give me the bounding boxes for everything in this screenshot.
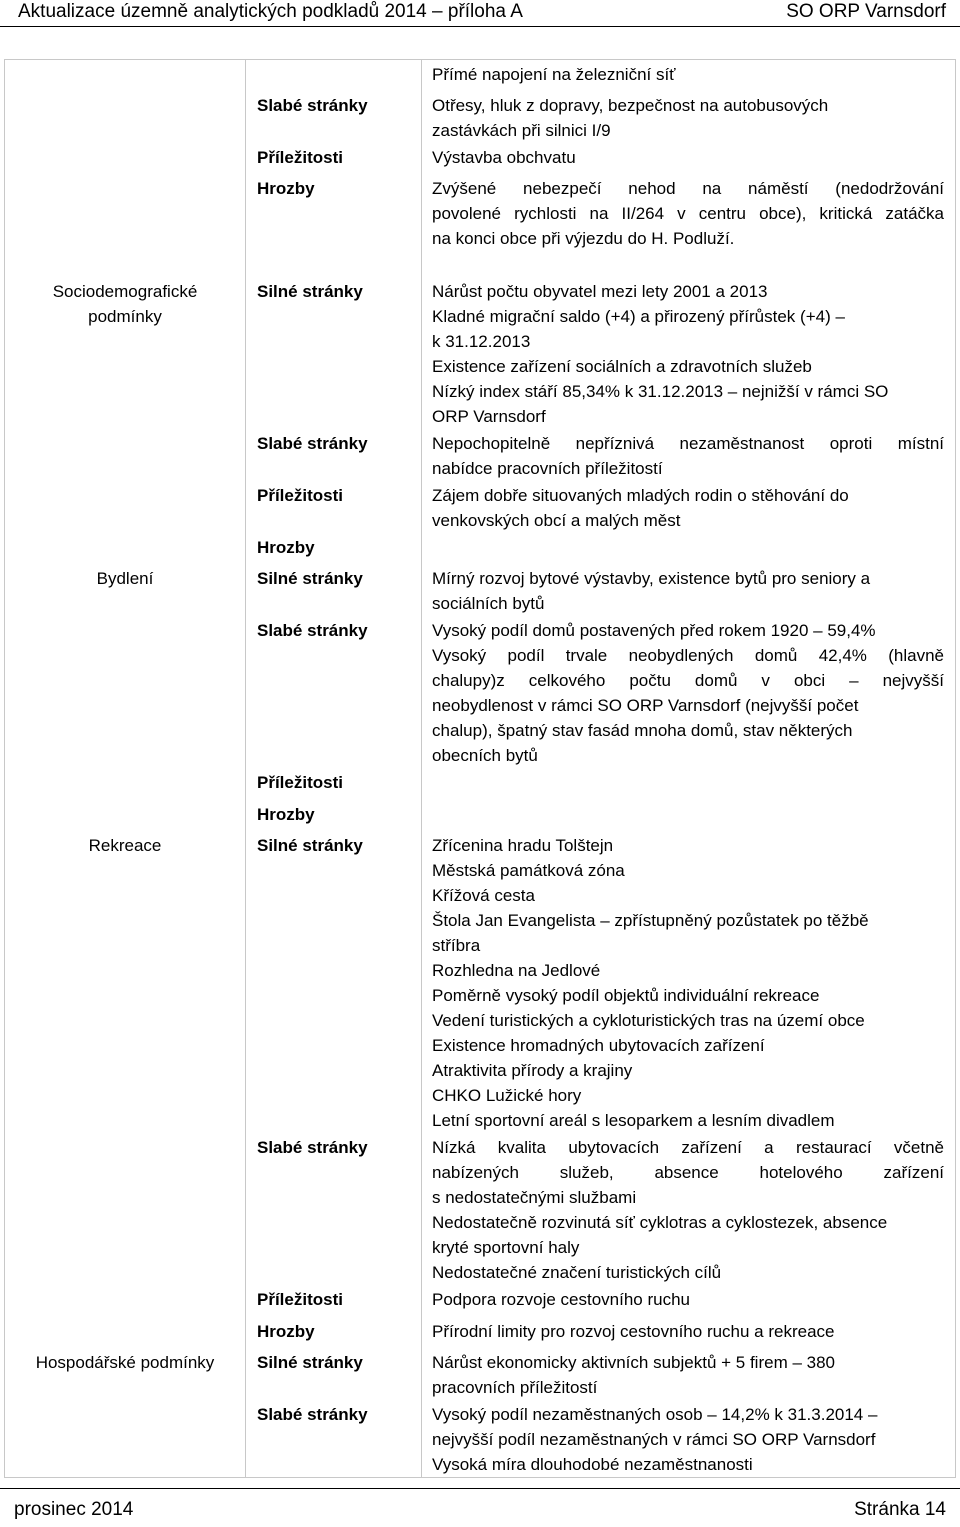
cell-line: ORP Varnsdorf [432, 407, 546, 426]
cell-line: CHKO Lužické hory [432, 1086, 582, 1105]
cell-line: Nepochopitelně nepříznivá nezaměstnanost oproti místní [432, 434, 944, 453]
cell-line: Městská památková zóna [432, 861, 625, 880]
cell-line: Zvýšené nebezpečí nehod na náměstí (nedodržování [432, 179, 944, 198]
category-label: Rekreace [88, 836, 162, 855]
swot-label: Příležitosti [257, 486, 343, 505]
page-number: Stránka 14 [854, 1499, 946, 1520]
cell-line: obecních bytů [432, 746, 538, 765]
cell-line: zastávkách při silnici I/9 [432, 121, 611, 140]
category-label [5, 279, 245, 329]
cell-line: nejvyšší podíl nezaměstnaných v rámci SO ORP Varnsdorf [432, 1430, 876, 1449]
cell-line: Vysoký podíl domů postavených před rokem 1920 – 59,4% [432, 621, 876, 640]
cell-line: Kladné migrační saldo (+4) a přirozený přírůstek (+4) – [432, 307, 845, 326]
cell-line: Existence hromadných ubytovacích zařízení [432, 1036, 765, 1055]
column-divider [421, 59, 422, 1478]
cell-line: Existence zařízení sociálních a zdravotních služeb [432, 357, 812, 376]
cell-line: Poměrně vysoký podíl objektů individuální rekreace [432, 986, 820, 1005]
content-cell [432, 1402, 944, 1477]
cell-line: Vedení turistických a cykloturistických tras na území obce [432, 1011, 865, 1030]
cell-line: Štola Jan Evangelista – zpřístupněný pozůstatek po těžbě [432, 911, 869, 930]
cell-line: Rozhledna na Jedlové [432, 961, 601, 980]
page-footer [0, 1488, 960, 1524]
page-header [0, 0, 960, 27]
content-cell [432, 279, 944, 429]
swot-label: Slabé stránky [257, 621, 368, 640]
cell-line: Letní sportovní areál s lesoparkem a lesním divadlem [432, 1111, 835, 1130]
cell-line: Podpora rozvoje cestovního ruchu [432, 1290, 690, 1309]
cell-line: Vysoký podíl trvale neobydlených domů 42,4% (hlavně [432, 646, 944, 665]
cell-line: stříbra [432, 936, 481, 955]
cell-line: Přírodní limity pro rozvoj cestovního ruchu a rekreace [432, 1322, 835, 1341]
cell-line: Výstavba obchvatu [432, 148, 576, 167]
swot-label: Slabé stránky [257, 434, 368, 453]
swot-label: Příležitosti [257, 773, 343, 792]
swot-label: Silné stránky [257, 569, 363, 588]
content-cell [432, 176, 944, 251]
content-cell [432, 1287, 944, 1312]
footer-date: prosinec 2014 [14, 1499, 134, 1520]
column-divider [245, 59, 246, 1478]
cell-line: chalupy)z celkového počtu domů v obci – nejvyšší [432, 671, 944, 690]
content-cell [432, 431, 944, 481]
content-cell [432, 566, 944, 616]
cell-line: pracovních příležitostí [432, 1378, 598, 1397]
cell-line: Křížová cesta [432, 886, 535, 905]
cell-line: k 31.12.2013 [432, 332, 531, 351]
swot-label: Hrozby [257, 179, 315, 198]
content-cell [432, 93, 944, 143]
content-cell [432, 145, 944, 170]
cell-line: Nízká kvalita ubytovacích zařízení a restaurací včetně [432, 1138, 944, 1157]
swot-label: Silné stránky [257, 1353, 363, 1372]
content-cell [432, 62, 944, 87]
cell-line: nabízených služeb, absence hotelového zařízení [432, 1163, 944, 1182]
swot-label: Silné stránky [257, 836, 363, 855]
swot-label: Hrozby [257, 538, 315, 557]
document-title: Aktualizace územně analytických podkladů 2014 – příloha A [18, 1, 523, 22]
content-cell [432, 618, 944, 768]
swot-label: Příležitosti [257, 148, 343, 167]
content-cell [432, 833, 944, 1133]
cell-line: Vysoký podíl nezaměstnaných osob – 14,2% k 31.3.2014 – [432, 1405, 878, 1424]
organization-name: SO ORP Varnsdorf [786, 1, 946, 22]
content-cell [432, 1350, 944, 1400]
cell-line: s nedostatečnými službami [432, 1188, 637, 1207]
cell-line: sociálních bytů [432, 594, 545, 613]
category-label: Bydlení [96, 569, 154, 588]
cell-line: kryté sportovní haly [432, 1238, 580, 1257]
cell-line: neobydlenost v rámci SO ORP Varnsdorf (nejvyšší počet [432, 696, 859, 715]
cell-line: Nedostatečné značení turistických cílů [432, 1263, 722, 1282]
swot-label: Silné stránky [257, 282, 363, 301]
cell-line: Nárůst ekonomicky aktivních subjektů + 5 firem – 380 [432, 1353, 835, 1372]
cell-line: na konci obce při výjezdu do H. Podluží. [432, 229, 735, 248]
content-cell [432, 1319, 944, 1344]
category-line: Sociodemografické [52, 282, 198, 301]
cell-line: Mírný rozvoj bytové výstavby, existence bytů pro seniory a [432, 569, 871, 588]
cell-line: chalup), špatný stav fasád mnoha domů, stav některých [432, 721, 853, 740]
cell-line: povolené rychlosti na II/264 v centru obce), kritická zatáčka [432, 204, 944, 223]
swot-label: Slabé stránky [257, 96, 368, 115]
category-line: podmínky [88, 307, 162, 326]
swot-label: Slabé stránky [257, 1405, 368, 1424]
cell-line: Vysoká míra dlouhodobé nezaměstnanosti [432, 1455, 753, 1474]
cell-line: Nízký index stáří 85,34% k 31.12.2013 – nejnižší v rámci SO [432, 382, 889, 401]
swot-label: Hrozby [257, 1322, 315, 1341]
category-label: Hospodářské podmínky [35, 1353, 215, 1372]
cell-line: Otřesy, hluk z dopravy, bezpečnost na autobusových [432, 96, 829, 115]
swot-label: Příležitosti [257, 1290, 343, 1309]
cell-line: Zájem dobře situovaných mladých rodin o stěhování do [432, 486, 849, 505]
content-cell [432, 483, 944, 533]
cell-line: Přímé napojení na železniční síť [432, 65, 676, 84]
cell-line: venkovských obcí a malých měst [432, 511, 681, 530]
content-cell [432, 1135, 944, 1285]
swot-label: Hrozby [257, 805, 315, 824]
cell-line: nabídce pracovních příležitostí [432, 459, 663, 478]
cell-line: Nedostatečně rozvinutá síť cyklotras a cyklostezek, absence [432, 1213, 888, 1232]
cell-line: Nárůst počtu obyvatel mezi lety 2001 a 2013 [432, 282, 768, 301]
cell-line: Zřícenina hradu Tolštejn [432, 836, 614, 855]
cell-line: Atraktivita přírody a krajiny [432, 1061, 633, 1080]
swot-label: Slabé stránky [257, 1138, 368, 1157]
